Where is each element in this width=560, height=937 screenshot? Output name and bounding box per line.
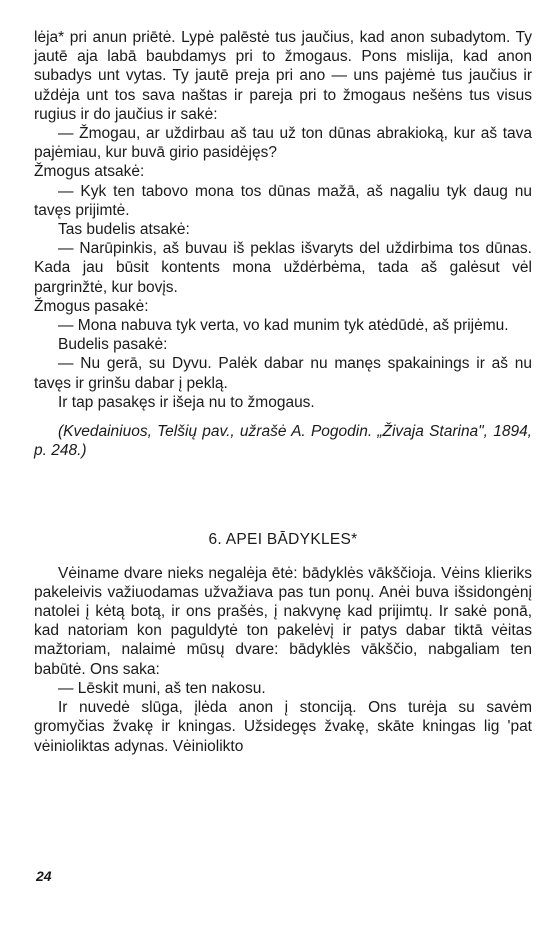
paragraph: Budelis pasakė: bbox=[58, 336, 168, 354]
section-heading: 6. APEI BĀDYKLES* bbox=[208, 531, 358, 549]
source-reference: (Kvedainiuos, Telšių pav., užrašė A. Pogodin. „Živaja Starina", 1894, p. 248.) bbox=[34, 423, 532, 460]
paragraph: Tas budelis atsakė: bbox=[58, 221, 190, 239]
paragraph: — Žmogau, ar uždirbau aš tau už ton dūnas abrakioką, kur aš tava pajėmiau, kur buvā girio pasidėjęs? bbox=[34, 125, 532, 162]
paragraph: — Narūpinkis, aš buvau iš peklas išvaryts del uždirbima tos dūnas. Kada jau būsit kontents mona uždėrbėma, tada aš galėsut vėl pargrinžtė, kur bovįs. bbox=[34, 240, 532, 296]
paragraph: — Nu gerā, su Dyvu. Palėk dabar nu manęs spakainings ir aš nu tavęs ir grinšu dabar į peklą. bbox=[34, 355, 532, 392]
paragraph: Žmogus pasakė: bbox=[34, 297, 149, 315]
paragraph: lėja* pri anun priētė. Lypė palēstė tus jaučius, kad anon subadytom. Ty jautē aja labā baubdamys pri to žmogaus. Pons mislija, kad anon subadys unt vytas. Ty jautē preja pri ano — uns pajėmė tus jaučius ir uždėja unt tos sava naštas ir pareja pri to žmogaus nešėns tus visus rugius ir do jaučius ir sakė: bbox=[34, 29, 532, 123]
paragraph: Ir tap pasakęs ir išeja nu to žmogaus. bbox=[58, 393, 315, 411]
paragraph: Vėiname dvare nieks negalėja ētė: bādyklės vākščioja. Vėins klieriks pakeleivis važiuodamas užvažiava pas tun ponų. Anėi buva išsidongėnį natolei į kėtą botą, ir ons prašės, į nakvynę kad prijimtų. Ir sakė ponā, kad natoriam kon paguldytė ton pakelėvį ir patys dabar tiktā vėitas mažtoriam, nalaimė mūsų dvare: bādyklės vākščio, nabgaliam ten babūtė. Ons saka: bbox=[34, 564, 532, 678]
paragraph: — Lēskit muni, aš ten nakosu. bbox=[58, 679, 266, 697]
paragraph: Ir nuvedė slūga, įlėda anon į stonciją. Ons turėja su savėm gromyčias žvakę ir kningas. Užsidegęs žvakę, skāte kningas lig 'pat vėinioliktas adynas. Vėiniolikto bbox=[34, 699, 532, 755]
paragraph: — Mona nabuva tyk verta, vo kad munim tyk atėdūdė, aš prijėmu. bbox=[58, 317, 509, 335]
page-text bbox=[34, 28, 532, 756]
page-number: 24 bbox=[36, 868, 52, 884]
paragraph: — Kyk ten tabovo mona tos dūnas mažā, aš nagaliu tyk daug nu tavęs prijimtė. bbox=[34, 182, 532, 219]
paragraph: Žmogus atsakė: bbox=[34, 163, 145, 181]
